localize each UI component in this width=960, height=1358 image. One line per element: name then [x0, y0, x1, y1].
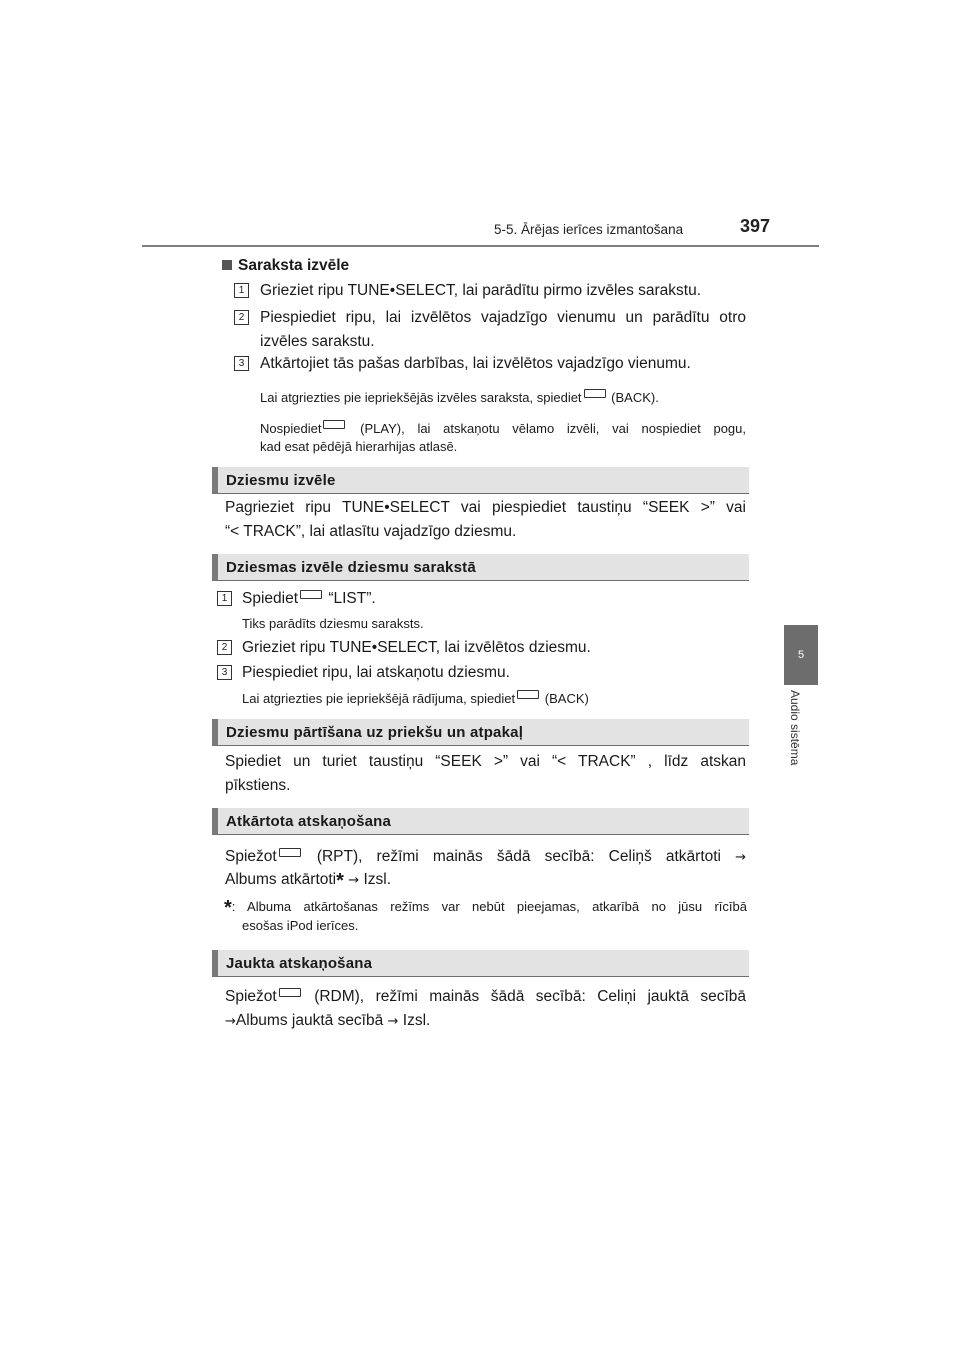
chapter-tab: 5 [784, 625, 818, 685]
section-bar-repeat: Atkārtota atskaņošana [212, 808, 749, 835]
back-button-icon [517, 690, 539, 699]
note-play-line2: kad esat pēdējā hierarhijas atlasē. [260, 439, 458, 454]
section-bar-song-select: Dziesmu izvēle [212, 467, 749, 494]
repeat-line1: Spiežot (RPT), režīmi mainās šādā secībā: Celiņš atkārtoti → [225, 848, 747, 865]
list-select-heading: Saraksta izvēle [222, 254, 349, 278]
song-select-line2: “< TRACK”, lai atlasītu vajadzīgo dziesmu. [225, 523, 517, 540]
square-bullet-icon [222, 260, 232, 270]
list-step-number-3: 3 [217, 665, 232, 680]
repeat-line2: Albums atkārtoti* → Izsl. [225, 870, 392, 892]
song-select-line1: Pagrieziet ripu TUNE•SELECT vai piespiediet taustiņu “SEEK >” vai [225, 499, 746, 516]
rpt-button-icon [279, 848, 301, 857]
step-text-2-line1: Piespiediet ripu, lai izvēlētos vajadzīgo vienumu un parādītu otro [260, 309, 746, 326]
header-rule [142, 245, 819, 247]
list-step-text-2: Grieziet ripu TUNE•SELECT, lai izvēlētos dziesmu. [242, 639, 591, 656]
note-back: Lai atgriezties pie iepriekšējās izvēles saraksta, spiediet (BACK). [260, 390, 659, 405]
list-step-text-1: Spiediet “LIST”. [242, 590, 376, 607]
list-step-number-2: 2 [217, 640, 232, 655]
section-bar-ff-rew: Dziesmu pārtīšana uz priekšu un atpakaļ [212, 719, 749, 746]
arrow-right-icon: → [348, 873, 360, 888]
random-line1: Spiežot (RDM), režīmi mainās šādā secībā: Celiņi jauktā secībā [225, 988, 746, 1005]
step-text-2-line2: izvēles sarakstu. [260, 333, 375, 350]
list-step-text-3: Piespiediet ripu, lai atskaņotu dziesmu. [242, 664, 510, 681]
ff-rew-line2: pīkstiens. [225, 777, 291, 794]
section-bar-song-from-list: Dziesmas izvēle dziesmu sarakstā [212, 554, 749, 581]
arrow-right-icon: → [387, 1014, 399, 1029]
rdm-button-icon [279, 988, 301, 997]
step-text-1: Grieziet ripu TUNE•SELECT, lai parādītu pirmo izvēles sarakstu. [260, 282, 702, 299]
section-title: 5-5. Ārējas ierīces izmantošana [494, 222, 684, 237]
page-number: 397 [740, 216, 771, 236]
arrow-right-icon: → [735, 850, 747, 865]
footnote-star: * [336, 870, 344, 892]
chapter-tab-label: Audio sistēma [788, 690, 802, 766]
repeat-footnote: *: Albuma atkārtošanas režīms var nebūt pieejamas, atkarībā no jūsu rīcībā esošas iPod ierīces. [224, 897, 747, 933]
footnote-star: * [224, 897, 232, 919]
list-step-note-1: Tiks parādīts dziesmu saraksts. [242, 616, 424, 631]
list-step-number-1: 1 [217, 591, 232, 606]
ff-rew-line1: Spiediet un turiet taustiņu “SEEK >” vai “< TRACK” , līdz atskan [225, 753, 746, 770]
list-step-note-3: Lai atgriezties pie iepriekšējā rādījuma, spiediet (BACK) [242, 691, 589, 706]
section-bar-random: Jaukta atskaņošana [212, 950, 749, 977]
play-button-icon [323, 420, 345, 429]
note-play-line1: Nospiediet (PLAY), lai atskaņotu vēlamo izvēli, vai nospiediet pogu, [260, 421, 746, 436]
back-button-icon [584, 389, 606, 398]
list-button-icon [300, 590, 322, 599]
step-number-2: 2 [234, 310, 249, 325]
random-line2: →Albums jauktā secībā → Izsl. [225, 1012, 431, 1029]
step-text-3: Atkārtojiet tās pašas darbības, lai izvēlētos vajadzīgo vienumu. [260, 355, 691, 372]
step-number-3: 3 [234, 356, 249, 371]
arrow-right-icon: → [225, 1014, 236, 1029]
step-number-1: 1 [234, 283, 249, 298]
